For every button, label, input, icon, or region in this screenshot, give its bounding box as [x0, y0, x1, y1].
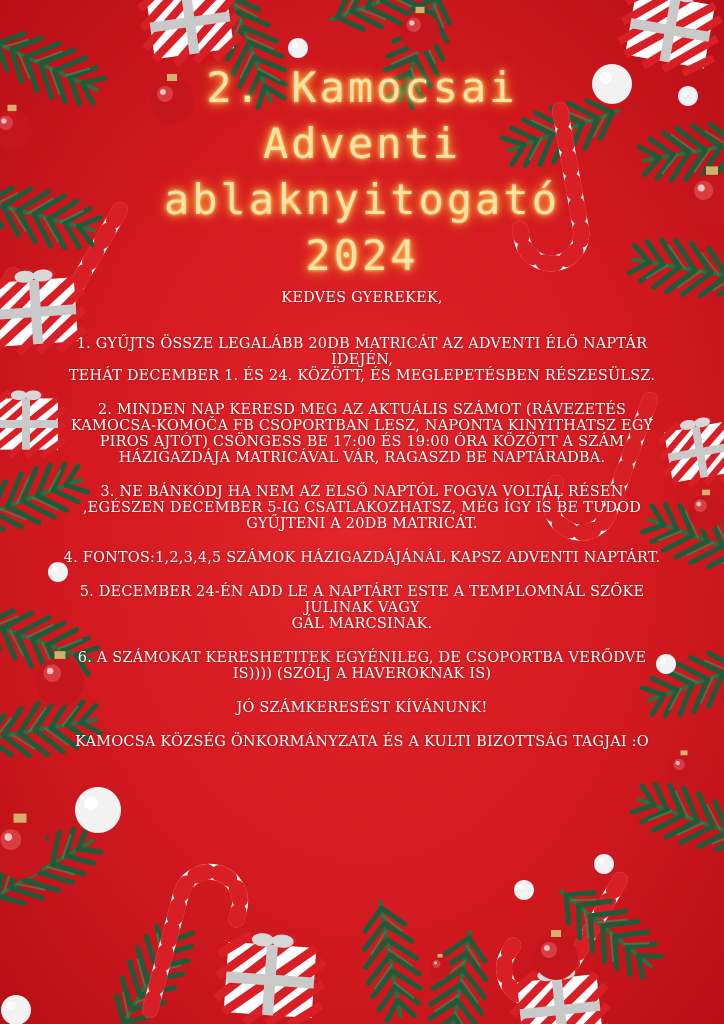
rule-6-text: 6. A SZÁMOKAT KERESHETITEK EGYÉNILEG, DE CSOPORTBA VERŐDVE IS)))) (SZÓLJ A HAVEROKNAK IS)	[77, 650, 647, 682]
rule-2-text: 2. MINDEN NAP KERESD MEG AZ AKTUÁLIS SZÁMOT (RÁVEZETÉS KAMOCSA-KOMOČA FB CSOPORTBAN LESZ, NAPONTA KINYITHATSZ EGY PIROS AJTÓT) CSÖNGESS BE 17:00 ÉS 19:00 ÓRA KÖZÖTT A SZÁM HÁZIGAZDÁJA MATRICÁVAL VÁR, RAGASZD BE NAPTÁRADBA.	[70, 402, 654, 466]
title-line-3: ablaknyitogató	[163, 175, 560, 224]
closing-wish	[60, 700, 664, 716]
ornament-icon	[0, 814, 49, 879]
gift-box-icon	[214, 930, 326, 1024]
ornament-icon	[0, 105, 32, 150]
rule-1	[60, 336, 664, 384]
snowball-icon	[288, 38, 308, 58]
snowball-icon	[678, 86, 698, 106]
closing-text: JÓ SZÁMKERESÉST KÍVÁNUNK!	[236, 700, 488, 716]
rule-2	[60, 402, 664, 466]
rule-3-text: 3. NE BÁNKÓDJ HA NEM AZ ELSŐ NAPTÓL FOGVA VOLTÁL RÉSEN ,EGÉSZEN DECEMBER 5-IG CSATLAKOZHATSZ, MÉG ÍGY IS BE TUDOD GYŰJTENI A 20DB MATRICÁT.	[82, 484, 642, 532]
poster-title	[100, 60, 624, 284]
snowball-icon	[75, 787, 121, 833]
ornament-icon	[688, 490, 723, 530]
snowball-icon	[594, 854, 614, 874]
gift-box-icon	[0, 390, 64, 456]
rule-1-line-2: TEHÁT DECEMBER 1. ÉS 24. KÖZÖTT, ÉS MEGLEPETÉSBEN RÉSZESÜLSZ.	[68, 368, 656, 384]
ornament-icon	[534, 930, 578, 980]
title-line-1: 2. Kamocsai	[206, 63, 518, 112]
poster-body	[60, 290, 664, 750]
pine-branch-icon	[0, 16, 110, 114]
title-line-4: 2024	[305, 231, 419, 280]
gift-box-icon	[656, 412, 724, 490]
pine-branch-icon	[0, 175, 103, 256]
ornament-icon	[686, 166, 724, 226]
pine-branch-icon	[354, 895, 426, 1022]
rule-5-line-2: GÁL MARCSINAK.	[291, 616, 433, 632]
rule-4	[60, 550, 664, 566]
rule-6	[60, 650, 664, 682]
rule-1-line-1: 1. GYŰJTS ÖSSZE LEGALÁBB 20DB MATRICÁT AZ ADVENTI ÉLŐ NAPTÁR IDEJÉN,	[76, 336, 648, 368]
ornament-icon	[429, 954, 451, 979]
title-line-2: Adventi	[262, 119, 461, 168]
rule-4-text: 4. FONTOS:1,2,3,4,5 SZÁMOK HÁZIGAZDÁJÁNÁL KAPSZ ADVENTI NAPTÁRT.	[63, 550, 661, 566]
rule-3	[60, 484, 664, 532]
snowball-icon	[1, 995, 31, 1024]
signature-block	[60, 734, 664, 750]
snowball-icon	[514, 880, 534, 900]
gift-box-icon	[616, 0, 724, 78]
rule-5	[60, 584, 664, 632]
rule-5-line-1: 5. DECEMBER 24-ÉN ADD LE A NAPTÁRT ESTE A TEMPLOMNÁL SZŐKE JULINAK VAGY	[79, 584, 645, 616]
ornament-icon	[669, 750, 700, 785]
greeting: KEDVES GYEREKEK,	[281, 290, 443, 306]
signature-text: KAMOCSA KÖZSÉG ÖNKORMÁNYZATA ÉS A KULTI BIZOTTSÁG TAGJAI :O	[75, 734, 649, 750]
pine-branch-icon	[628, 775, 724, 865]
